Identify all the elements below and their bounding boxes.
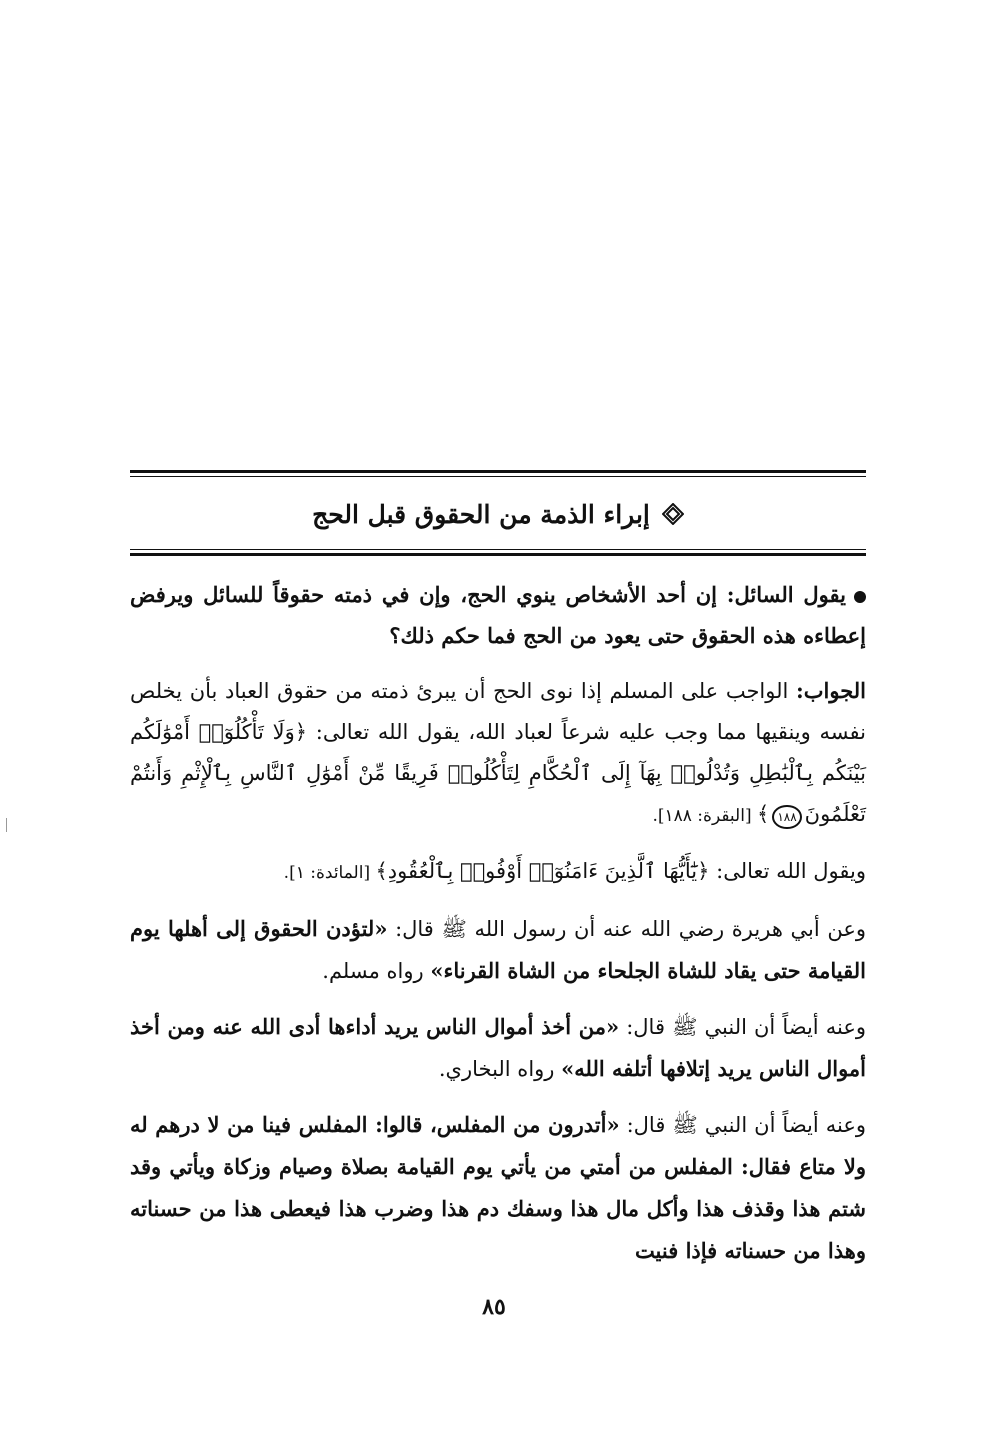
verse-reference: [المائدة: ١]. (283, 863, 376, 883)
hadith-quote: «أتدرون من المفلس، قالوا: المفلس فينا من لا درهم له ولا متاع فقال: المفلس من أمتي من يأتي يوم القيامة بصلاة وصيام وزكاة ويأتي وقد شتم هذا وقذف هذا وأكل مال هذا وسفك دم هذا وضرب هذا فيعطى هذا من حسناته وهذا من حسناته فإذا فنيت (130, 1112, 866, 1263)
question-text: يقول السائل: إن أحد الأشخاص ينوي الحج، وإن في ذمته حقوقاً للسائل ويرفض إعطاءه هذه الحقوق حتى يعود من الحج فما حكم ذلك؟ (130, 582, 866, 648)
answer-text: الواجب على المسلم إذا نوى الحج أن يبرئ ذمته من حقوق العباد بأن يخلص نفسه وينقيها مما وجب عليه شرعاً لعباد الله، يقول الله تعالى: (130, 679, 866, 744)
header-rule-top (130, 470, 866, 477)
section-heading (130, 491, 866, 537)
hadith3-paragraph (130, 1104, 866, 1272)
section-title: إبراء الذمة من الحقوق قبل الحج (312, 499, 650, 529)
hadith-source: رواه مسلم. (322, 959, 431, 983)
quran-verse: ﴿يَٰٓأَيُّهَا ٱلَّذِينَ ءَامَنُوٓا۟ أَوْفُوا۟ بِٱلْعُقُودِ﴾ (375, 859, 710, 883)
page-number: ٨٥ (482, 1294, 506, 1320)
answer-paragraph (130, 670, 866, 837)
margin-mark (6, 818, 7, 832)
hadith-quote: «من أخذ أموال الناس يريد أداءها أدى الله عنه ومن أخذ أموال الناس يريد إتلافها أتلفه الله» (130, 1014, 866, 1081)
verse2-paragraph (130, 851, 866, 894)
header-rule-bottom (130, 549, 866, 556)
quran-verse-close: ﴾ (757, 802, 770, 826)
hadith-source: رواه البخاري. (438, 1057, 562, 1081)
hadith1-paragraph (130, 908, 866, 992)
bullet-icon (854, 591, 866, 603)
ayah-number-marker: ١٨٨ (772, 805, 801, 829)
question-paragraph (130, 574, 866, 656)
hadith-intro: وعن أبي هريرة رضي الله عنه أن رسول الله ﷺ قال: (387, 917, 866, 941)
book-page (130, 470, 866, 1286)
hadith-intro: وعنه أيضاً أن النبي ﷺ قال: (619, 1015, 866, 1039)
verse2-intro: ويقول الله تعالى: (709, 859, 866, 883)
hadith2-paragraph (130, 1006, 866, 1090)
quran-verse: ﴿وَلَا تَأْكُلُوٓا۟ أَمْوَٰلَكُم بَيْنَكُم بِٱلْبَٰطِلِ وَتُدْلُوا۟ بِهَآ إِلَى ٱلْحُكَّامِ لِتَأْكُلُوا۟ فَرِيقًا مِّنْ أَمْوَٰلِ ٱلنَّاسِ بِٱلْإِثْمِ وَأَنتُمْ تَعْلَمُونَ (130, 720, 866, 826)
hadith-quote: «لتؤدن الحقوق إلى أهلها يوم القيامة حتى يقاد للشاة الجلحاء من الشاة القرناء» (130, 916, 866, 983)
diamond-ornament-icon (662, 503, 684, 525)
answer-label: الجواب: (796, 678, 866, 703)
hadith-intro: وعنه أيضاً أن النبي ﷺ قال: (619, 1113, 866, 1137)
verse-reference: [البقرة: ١٨٨]. (652, 806, 757, 826)
